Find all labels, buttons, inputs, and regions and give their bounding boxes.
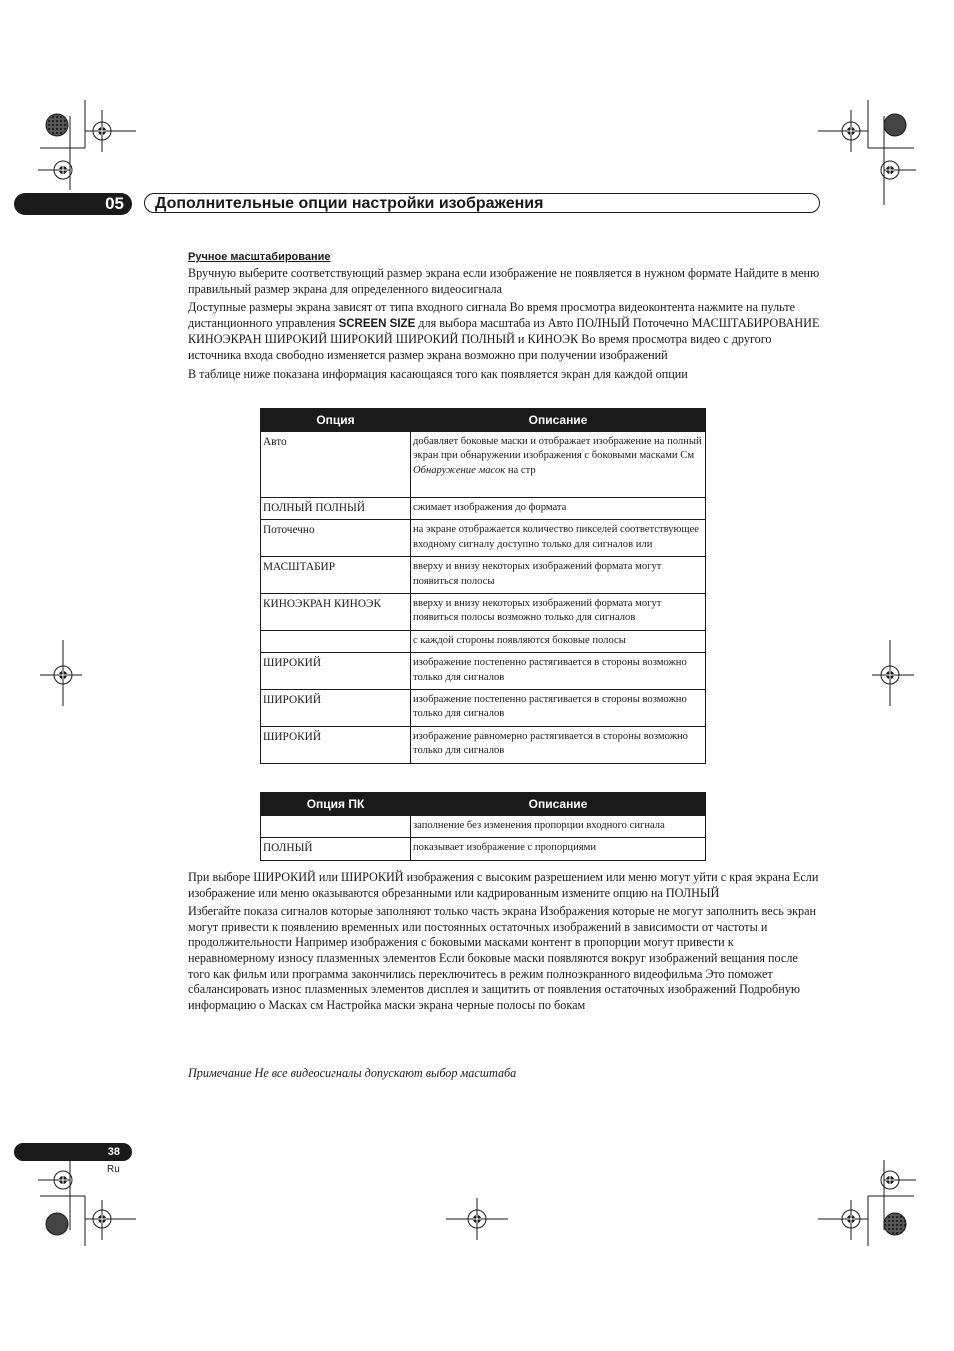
description-cell: вверху и внизу некоторых изображений формата могут появиться полосы возможно только для сигналов: [411, 594, 706, 631]
option-cell: ПОЛНЫЙ ПОЛНЫЙ: [261, 498, 411, 520]
screen-size-key: SCREEN SIZE: [338, 317, 416, 330]
option-cell: [261, 816, 411, 838]
language-label: Ru: [107, 1164, 120, 1175]
table-row: [261, 498, 706, 520]
option-cell: МАСШТАБИР: [261, 557, 411, 594]
chapter-title: Дополнительные опции настройки изображения: [144, 193, 820, 213]
table-row: [261, 520, 706, 557]
option-cell: ПОЛНЫЙ: [261, 838, 411, 860]
option-cell: КИНОЭКРАН КИНОЭК: [261, 594, 411, 631]
option-cell: Авто: [261, 432, 411, 498]
description-cell: [411, 432, 706, 498]
intro-section: [188, 250, 822, 385]
table-header-row: [261, 409, 706, 432]
intro-text: Доступные размеры экрана зависят от типа входного сигнала Во время просмотра видеоконтента нажмите на пульте дистанционного управления: [188, 300, 796, 330]
note: Примечание Не все видеосигналы допускают выбор масштаба: [188, 1066, 517, 1080]
table-row: [261, 838, 706, 860]
description-cell: вверху и внизу некоторых изображений формата могут появиться полосы: [411, 557, 706, 594]
description-cell: изображение постепенно растягивается в стороны возможно только для сигналов: [411, 653, 706, 690]
header-description: Описание: [411, 409, 706, 432]
intro-paragraph-3: В таблице ниже показана информация касающаяся того как появляется экран для каждой опции: [188, 366, 688, 381]
table-row: [261, 630, 706, 652]
burn-in-paragraph: Избегайте показа сигналов которые заполняют только часть экрана Изображения которые не могут заполнить весь экран могут привести к появлению временных или постоянных остаточных изображений в зависимости от частоты и продолжительности Например изображения с боковыми масками контент в пропорции могут привести к неравномерному износу плазменных элементов Если боковые маски появляются вокруг изображений вещания после того как фильм или программа закончились переключитесь в режим полноэкранного видеофильма Это поможет сбалансировать износ плазменных элементов дисплея и защитить от появления остаточных изображений Подробную информацию о Масках см Настройка маски экрана черные полосы по бокам: [188, 904, 817, 1012]
option-cell: ШИРОКИЙ: [261, 690, 411, 727]
description-cell: изображение постепенно растягивается в стороны возможно только для сигналов: [411, 690, 706, 727]
page-number-badge: 38: [14, 1143, 132, 1161]
table-row: [261, 653, 706, 690]
cross-reference: Обнаружение масок: [413, 464, 506, 476]
description-cell: сжимает изображения до формата: [411, 498, 706, 520]
chapter-number-badge: 05: [14, 193, 132, 215]
section-title: Ручное масштабирование: [188, 251, 331, 263]
table-row: [261, 690, 706, 727]
pc-options-table: [260, 792, 706, 861]
intro-paragraph-2: [188, 300, 822, 363]
option-cell: ШИРОКИЙ: [261, 726, 411, 763]
description-text: добавляет боковые маски и отображает изображение на полный экран при обнаружении изображения с боковыми масками См: [413, 436, 702, 462]
intro-text: для выбора масштаба из Авто ПОЛНЫЙ Поточечно МАСШТАБИРОВАНИЕ КИНОЭКРАН ШИРОКИЙ ШИРОКИЙ ШИРОКИЙ ПОЛНЫЙ и КИНОЭК Во время просмотра видео с другого источника входа свободно изменяется размер экрана возможно при получении изображений: [188, 315, 820, 362]
table-row: [261, 816, 706, 838]
options-table: [260, 408, 706, 764]
header-pc-option: Опция ПК: [261, 793, 411, 816]
table-row: [261, 557, 706, 594]
table-row: [261, 594, 706, 631]
table-row: [261, 432, 706, 498]
option-cell: [261, 630, 411, 652]
header-description: Описание: [411, 793, 706, 816]
description-cell: на экране отображается количество пикселей соответствующее входному сигналу доступно только для сигналов или: [411, 520, 706, 557]
description-cell: с каждой стороны появляются боковые полосы: [411, 630, 706, 652]
option-cell: Поточечно: [261, 520, 411, 557]
wide-mode-paragraph: При выборе ШИРОКИЙ или ШИРОКИЙ изображения с высоким разрешением или меню могут уйти с края экрана Если изображение или меню оказываются обрезанными или кадрированным измените опцию на ПОЛНЫЙ: [188, 870, 819, 900]
description-text: на стр: [505, 464, 536, 476]
intro-paragraph-1: Вручную выберите соответствующий размер экрана если изображение не появляется в нужном формате Найдите в меню правильный размер экрана для определенного видеосигнала: [188, 266, 820, 296]
header-option: Опция: [261, 409, 411, 432]
description-cell: показывает изображение с пропорциями: [411, 838, 706, 860]
description-cell: изображение равномерно растягивается в стороны возможно только для сигналов: [411, 726, 706, 763]
table-row: [261, 726, 706, 763]
table-header-row: [261, 793, 706, 816]
description-cell: заполнение без изменения пропорции входного сигнала: [411, 816, 706, 838]
option-cell: ШИРОКИЙ: [261, 653, 411, 690]
after-table-section: [188, 870, 822, 1016]
